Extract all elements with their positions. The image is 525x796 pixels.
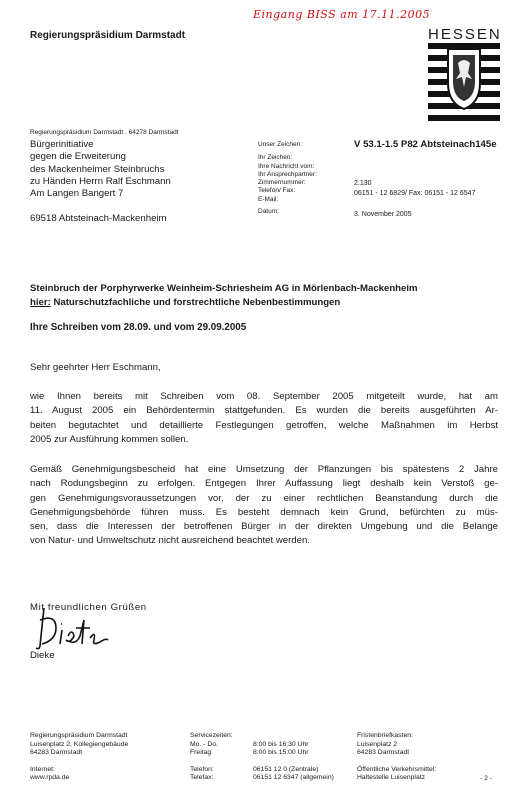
paragraph-line: 2005 zur Ausführung kommen sollen. xyxy=(30,433,189,445)
paragraph-1 xyxy=(30,390,498,447)
footer-fristenbriefkasten xyxy=(357,732,436,783)
oepnv-label: Öffentliche Verkehrsmittel: xyxy=(357,765,437,773)
unser-zeichen-value: V 53.1-1.5 P82 Abtsteinach145e xyxy=(354,139,497,150)
fristen-line: Luisenplatz 2 xyxy=(357,740,398,748)
paragraph-line: gen Genehmigungsvoraussetzungen vor, der zu einer rechtlichen Beanstandung durch die xyxy=(30,492,498,504)
telefon-footer-value: 06151 12 0 (Zentrale) xyxy=(253,765,319,773)
paragraph-line: nach Rodungsbeginn zu erfolgen. Entgegen Ihrer Auffassung liegt deshalb kein Verstoß ge- xyxy=(30,478,498,490)
internet-value: www.rpda.de xyxy=(30,774,70,782)
zimmer-label: Zimmernummer: xyxy=(258,179,306,187)
telefax-footer-value: 06151 12 6347 (allgemein) xyxy=(253,774,334,782)
closing: Mit freundlichen Grüßen xyxy=(30,602,147,613)
recipient-line: Am Langen Bangert 7 xyxy=(30,188,124,200)
subject xyxy=(30,282,510,309)
freitag-hours: 8:00 bis 15:00 Uhr xyxy=(253,749,309,757)
recipient-line: zu Händen Herrn Ralf Eschmann xyxy=(30,175,171,187)
authority-name: Regierungspräsidium Darmstadt xyxy=(30,30,186,41)
meta-labels xyxy=(258,141,317,216)
internet-label: Internet: xyxy=(30,765,55,773)
ihr-zeichen-label: Ihr Zeichen: xyxy=(258,154,293,162)
subject-hier: hier: xyxy=(30,296,51,308)
hessen-logo xyxy=(428,26,500,130)
footer-line: 64283 Darmstadt xyxy=(30,749,83,757)
email-label: E-Mail: xyxy=(258,195,279,203)
mo-do-hours: 8:00 bis 16:30 Uhr xyxy=(253,740,309,748)
recipient-city: 69518 Abtsteinach-Mackenheim xyxy=(30,213,167,225)
ihre-nachricht-label: Ihre Nachricht vom: xyxy=(258,162,315,170)
paragraph-line: beiten begutachtet und detaillierte Festlegungen getroffen, welche Maßnahmen im Herbst xyxy=(30,419,498,431)
handwritten-signature xyxy=(30,606,120,652)
paragraph-line: sen, dass die Interessen der betroffenen Bürger in der direkten Umgebung und die Belange xyxy=(30,521,498,533)
footer-line: Luisenplatz 2, Kollegiengebäude xyxy=(30,740,129,748)
datum-value: 3. November 2005 xyxy=(354,211,412,218)
recipient-address xyxy=(30,139,171,226)
subject-line: Steinbruch der Porphyrwerke Weinheim-Schriesheim AG in Mörlenbach-Mackenheim xyxy=(30,283,418,294)
telefax-footer-label: Telefax: xyxy=(190,774,214,782)
recipient-line: Bürgerinitiative xyxy=(30,139,94,150)
paragraph-2 xyxy=(30,463,498,549)
recipient-line: des Mackenheimer Steinbruchs xyxy=(30,163,165,175)
freitag-label: Freitag xyxy=(190,749,212,757)
fristen-line: Fristenbriefkasten: xyxy=(357,732,413,739)
mo-do-label: Mo. - Do. xyxy=(190,740,218,748)
datum-label: Datum: xyxy=(258,208,279,216)
oepnv-value: Haltestelle Luisenplatz xyxy=(357,774,426,782)
sender-return-line: Regierungspräsidium Darmstadt . 64278 Darmstadt xyxy=(30,129,179,136)
hessen-coat-of-arms-icon xyxy=(428,43,500,125)
unser-zeichen-label: Unser Zeichen: xyxy=(258,141,303,148)
paragraph-line: Genehmigungsbehörde führen muss. Es besteht demnach kein Grund, befürchten zu müs- xyxy=(30,506,498,518)
handwritten-receipt-note: Eingang BISS am 17.11.2005 xyxy=(253,8,431,21)
paragraph-line: Gemäß Genehmigungsbescheid hat eine Umsetzung der Pflanzungen bis spätestens 2 Jahre xyxy=(30,464,498,475)
telefon-label: Telefon/ Fax: xyxy=(258,187,296,195)
telefon-value: 06151 - 12 6829/ Fax: 06151 - 12 6547 xyxy=(354,190,476,197)
paragraph-line: von Natur- und Umweltschutz nicht ausreichend beachtet werden. xyxy=(30,535,310,547)
service-label: Servicezeiten: xyxy=(190,732,233,739)
subject-reference: Ihre Schreiben vom 28.09. und vom 29.09.2005 xyxy=(30,322,247,333)
zimmer-value: 2.130 xyxy=(354,180,372,187)
footer-address xyxy=(30,732,128,783)
signer-name: Dieke xyxy=(30,650,55,661)
paragraph-line: 11. August 2005 ein Behördentermin stattgefunden. Es wurden die bereits ausgeführten Ar- xyxy=(30,405,498,417)
page-number: - 2 - xyxy=(480,775,493,782)
salutation: Sehr geehrter Herr Eschmann, xyxy=(30,362,161,373)
footer-service-hours xyxy=(253,741,334,783)
paragraph-line: wie Ihnen bereits mit Schreiben vom 08. September 2005 mitgeteilt wurde, hat am xyxy=(30,391,498,402)
recipient-line: gegen die Erweiterung xyxy=(30,151,127,163)
subject-line-rest: Naturschutzfachliche und forstrechtliche Nebenbestimmungen xyxy=(50,296,341,308)
ansprechpartner-label: Ihr Ansprechpartner: xyxy=(258,170,317,178)
footer-service-times xyxy=(190,732,233,783)
telefon-footer-label: Telefon: xyxy=(190,765,214,773)
footer-line: Regierungspräsidium Darmstadt xyxy=(30,732,128,739)
fristen-line: 64283 Darmstadt xyxy=(357,749,410,757)
hessen-logo-text: HESSEN xyxy=(428,26,502,43)
